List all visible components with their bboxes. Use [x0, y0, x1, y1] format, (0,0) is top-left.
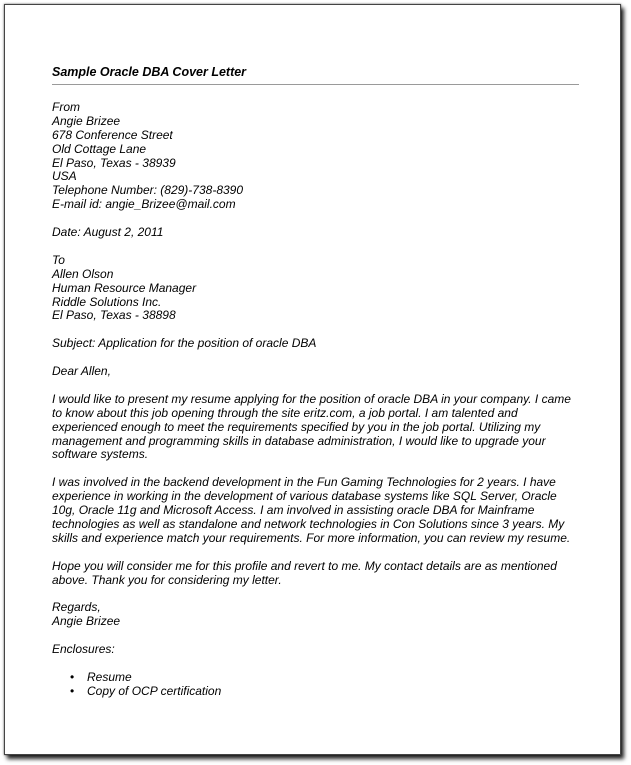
subject-text: Subject: Application for the position of oracle DBA — [52, 336, 317, 351]
sender-email: E-mail id: angie_Brizee@mail.com — [52, 197, 236, 212]
title-divider — [52, 84, 579, 85]
recipient-city: El Paso, Texas - 38898 — [52, 308, 176, 323]
paragraph-line: I was involved in the backend development in the Fun Gaming Technologies for 2 years. I have — [52, 475, 556, 490]
paragraph-line: 10g, Oracle 11g and Microsoft Access. I am involved in assisting oracle DBA for Mainframe — [52, 503, 535, 518]
paragraph-line: Hope you will consider me for this profile and revert to me. My contact details are as mentioned — [52, 558, 557, 573]
paragraph-line: above. Thank you for considering my letter. — [52, 572, 282, 587]
date-text: Date: August 2, 2011 — [52, 225, 164, 240]
enclosures-label: Enclosures: — [52, 642, 115, 657]
paragraph-line: experience in working in the development of various database systems like SQL Server, Oracle — [52, 489, 557, 504]
list-item: • Resume — [87, 671, 582, 685]
page-title: Sample Oracle DBA Cover Letter — [52, 65, 247, 79]
sender-country: USA — [52, 169, 77, 184]
paragraph-line: skills and experience match your requirements. For more information, you can review my resume. — [52, 530, 571, 545]
list-item: • Copy of OCP certification — [87, 685, 582, 699]
recipient-company: Riddle Solutions Inc. — [52, 294, 162, 309]
closing-name: Angie Brizee — [52, 614, 121, 629]
sender-address — [52, 101, 582, 212]
recipient-position: Human Resource Manager — [52, 280, 197, 295]
enclosures-heading — [52, 643, 582, 657]
letter-page — [52, 66, 582, 699]
closing-regards: Regards, — [52, 600, 101, 615]
subject-line — [52, 337, 582, 351]
sender-street: 678 Conference Street — [52, 127, 173, 142]
sender-phone: Telephone Number: (829)-738-8390 — [52, 183, 244, 198]
paragraph-line: technologies as well as standalone and network technologies in Con Solutions since 3 years. My — [52, 517, 565, 531]
paragraph-line: to know about this job opening through the site eritz.com, a job portal. I am talented and — [52, 405, 518, 420]
sender-name: Angie Brizee — [52, 113, 121, 128]
body-paragraph-3 — [52, 560, 582, 588]
from-label: From — [52, 99, 80, 114]
salutation — [52, 365, 582, 379]
body-paragraph-1 — [52, 393, 582, 463]
paragraph-line: experienced enough to meet the requirements specified by you in the job portal. Utilizing my — [52, 419, 541, 434]
recipient-address — [52, 254, 582, 324]
salutation-text: Dear Allen, — [52, 364, 111, 379]
paragraph-line: software systems. — [52, 447, 149, 462]
sender-lane: Old Cottage Lane — [52, 141, 147, 156]
sender-city: El Paso, Texas - 38939 — [52, 155, 176, 170]
paragraph-line: I would like to present my resume applying for the position of oracle DBA in your company. I came — [52, 391, 571, 406]
closing — [52, 601, 582, 629]
enclosures-list — [52, 671, 582, 699]
letter-date — [52, 226, 582, 240]
to-label: To — [52, 252, 65, 267]
recipient-name: Allen Olson — [52, 266, 114, 281]
paragraph-line: management and programming skills in database administration, I would like to upgrade your — [52, 433, 546, 448]
body-paragraph-2 — [52, 476, 582, 546]
